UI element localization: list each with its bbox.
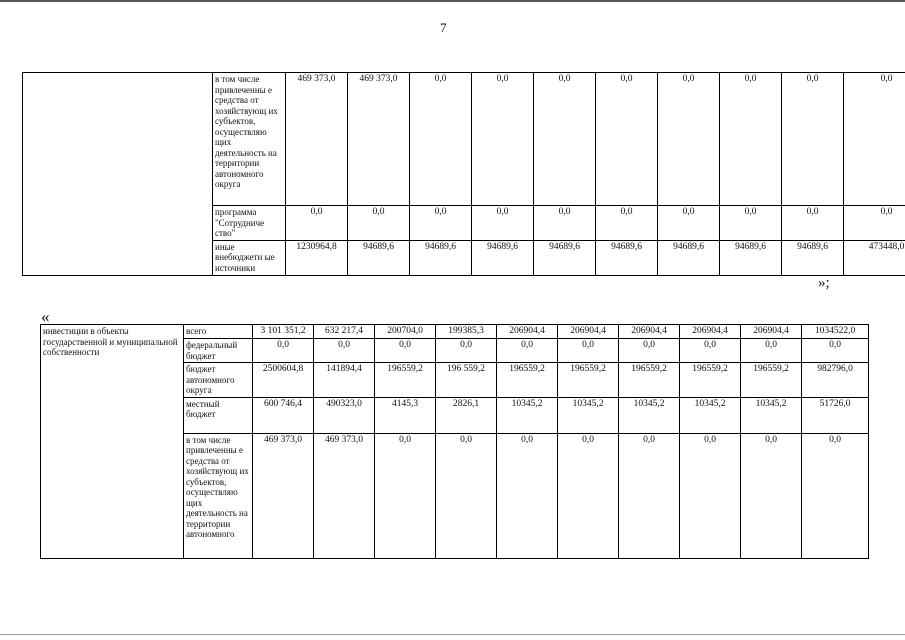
scan-edge-bottom (0, 634, 905, 635)
page-number: 7 (440, 20, 447, 35)
value-cell: 94689,6 (348, 240, 410, 275)
closing-quote-mark: »; (818, 275, 830, 291)
value-cell: 0,0 (741, 339, 802, 363)
value-cell: 94689,6 (410, 240, 472, 275)
value-cell: 2500604,8 (253, 363, 314, 398)
value-cell: 0,0 (472, 73, 534, 206)
value-cell: 982796,0 (802, 363, 869, 398)
value-cell: 0,0 (348, 206, 410, 241)
value-cell: 199385,3 (436, 325, 497, 339)
value-cell: 94689,6 (658, 240, 720, 275)
value-cell: 469 373,0 (286, 73, 348, 206)
value-cell: 0,0 (844, 206, 905, 241)
section-title: инвестиции в объекты государственной и муниципальной собственности (41, 325, 184, 559)
row-label: всего (184, 325, 253, 339)
value-cell: 0,0 (375, 339, 436, 363)
value-cell: 0,0 (534, 73, 596, 206)
value-cell: 94689,6 (596, 240, 658, 275)
investment-table (40, 324, 869, 559)
value-cell: 0,0 (253, 339, 314, 363)
value-cell: 206904,4 (558, 325, 619, 339)
value-cell: 196559,2 (619, 363, 680, 398)
value-cell: 196559,2 (558, 363, 619, 398)
value-cell: 3 101 351,2 (253, 325, 314, 339)
row-label: в том числе привлеченны е средства от хозяйствующ их субъектов, осуществляю щих деятельность на территории автономного (184, 433, 253, 558)
value-cell: 0,0 (619, 433, 680, 558)
value-cell: 0,0 (472, 206, 534, 241)
value-cell: 10345,2 (558, 397, 619, 433)
value-cell: 94689,6 (534, 240, 596, 275)
value-cell: 0,0 (741, 433, 802, 558)
value-cell: 1034522,0 (802, 325, 869, 339)
value-cell: 0,0 (314, 339, 375, 363)
value-cell: 0,0 (802, 433, 869, 558)
value-cell: 632 217,4 (314, 325, 375, 339)
value-cell: 0,0 (658, 73, 720, 206)
value-cell: 469 373,0 (314, 433, 375, 558)
value-cell: 0,0 (375, 433, 436, 558)
value-cell: 2826,1 (436, 397, 497, 433)
value-cell: 473448,0 (844, 240, 905, 275)
value-cell: 10345,2 (497, 397, 558, 433)
value-cell: 200704,0 (375, 325, 436, 339)
value-cell: 10345,2 (619, 397, 680, 433)
value-cell: 0,0 (596, 206, 658, 241)
funding-table-continued (22, 72, 905, 276)
value-cell: 0,0 (844, 73, 905, 206)
value-cell: 600 746,4 (253, 397, 314, 433)
value-cell: 0,0 (720, 73, 782, 206)
row-label: местный бюджет (184, 397, 253, 433)
value-cell: 0,0 (782, 73, 844, 206)
value-cell: 206904,4 (497, 325, 558, 339)
value-cell: 0,0 (558, 339, 619, 363)
value-cell: 0,0 (286, 206, 348, 241)
value-cell: 490323,0 (314, 397, 375, 433)
value-cell: 0,0 (720, 206, 782, 241)
value-cell: 10345,2 (680, 397, 741, 433)
row-label: программа "Сотрудниче ство" (213, 206, 286, 241)
value-cell: 0,0 (782, 206, 844, 241)
value-cell: 0,0 (802, 339, 869, 363)
value-cell: 10345,2 (741, 397, 802, 433)
value-cell: 0,0 (619, 339, 680, 363)
blank-cell (23, 73, 213, 276)
value-cell: 206904,4 (619, 325, 680, 339)
value-cell: 0,0 (534, 206, 596, 241)
value-cell: 141894,4 (314, 363, 375, 398)
value-cell: 0,0 (497, 433, 558, 558)
value-cell: 206904,4 (741, 325, 802, 339)
value-cell: 94689,6 (720, 240, 782, 275)
row-label: в том числе привлеченны е средства от хозяйствующ их субъектов, осуществляю щих деятельность на территории автономного округа (213, 73, 286, 206)
table-row (23, 73, 905, 206)
row-label: федеральный бюджет (184, 339, 253, 363)
row-label: бюджет автономного округа (184, 363, 253, 398)
value-cell: 0,0 (497, 339, 558, 363)
value-cell: 469 373,0 (253, 433, 314, 558)
value-cell: 0,0 (436, 339, 497, 363)
table-row (41, 325, 869, 339)
scan-edge-top (0, 0, 905, 2)
opening-quote-mark: « (41, 307, 50, 326)
value-cell: 196559,2 (497, 363, 558, 398)
value-cell: 0,0 (410, 206, 472, 241)
value-cell: 0,0 (410, 73, 472, 206)
value-cell: 0,0 (680, 339, 741, 363)
value-cell: 196559,2 (680, 363, 741, 398)
value-cell: 196 559,2 (436, 363, 497, 398)
value-cell: 51726,0 (802, 397, 869, 433)
value-cell: 469 373,0 (348, 73, 410, 206)
value-cell: 196559,2 (741, 363, 802, 398)
row-label: иные внебюджетн ые источники (213, 240, 286, 275)
value-cell: 0,0 (596, 73, 658, 206)
value-cell: 4145,3 (375, 397, 436, 433)
value-cell: 0,0 (436, 433, 497, 558)
value-cell: 94689,6 (782, 240, 844, 275)
value-cell: 206904,4 (680, 325, 741, 339)
value-cell: 94689,6 (472, 240, 534, 275)
value-cell: 196559,2 (375, 363, 436, 398)
value-cell: 0,0 (558, 433, 619, 558)
value-cell: 0,0 (680, 433, 741, 558)
value-cell: 1230964,8 (286, 240, 348, 275)
value-cell: 0,0 (658, 206, 720, 241)
